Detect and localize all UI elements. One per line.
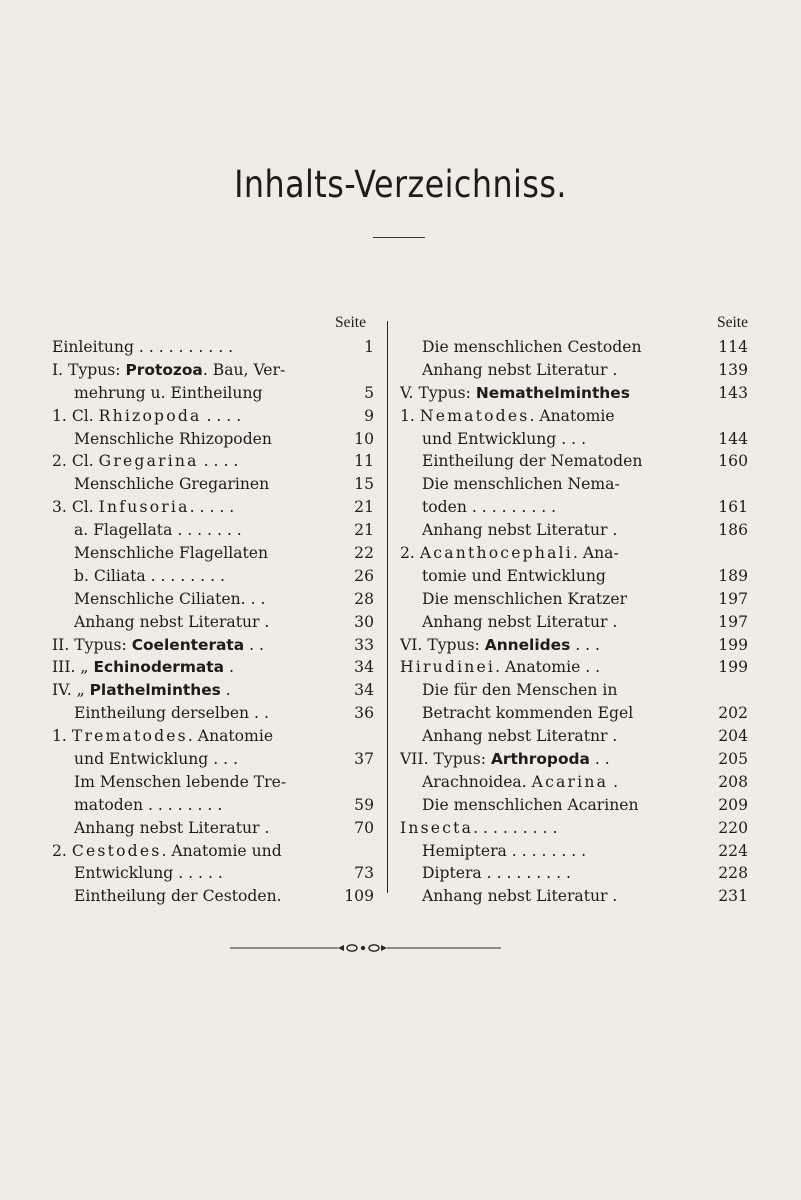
- toc-entry: [52, 450, 374, 473]
- page-title: Inhalts-Verzeichniss.: [234, 163, 567, 206]
- toc-entry-label: 2. Cestodes. Anatomie und: [52, 841, 282, 860]
- toc-entry-page: 189: [718, 566, 748, 585]
- toc-entry-page: 37: [354, 750, 374, 769]
- toc-entry-page: 204: [718, 727, 748, 746]
- toc-entry-label: mehrung u. Eintheilung: [74, 383, 263, 402]
- end-ornament: [230, 942, 501, 954]
- toc-entry-label: Die menschlichen Nema-: [422, 475, 620, 494]
- toc-entry: [52, 679, 374, 702]
- toc-entry-label: 1. Nematodes. Anatomie: [400, 406, 615, 425]
- toc-entry: [52, 611, 374, 634]
- toc-entry-label: Anhang nebst Literatur .: [422, 887, 618, 906]
- toc-entry-label: VII. Typus: Arthropoda . .: [400, 750, 610, 769]
- toc-entry-label: Hirudinei. Anatomie . .: [400, 658, 601, 677]
- toc-entry-page: 114: [718, 338, 748, 356]
- toc-entry: [400, 634, 748, 657]
- toc-entry-page: 186: [718, 521, 748, 540]
- toc-entry-label: Eintheilung derselben . .: [74, 704, 269, 723]
- toc-entry: [52, 840, 374, 863]
- toc-entry-page: 9: [364, 406, 374, 425]
- toc-entry: [52, 862, 374, 885]
- toc-entry: [400, 588, 748, 611]
- toc-entry: [400, 702, 748, 725]
- toc-entry: [400, 405, 748, 428]
- toc-entry-label: I. Typus: Protozoa. Bau, Ver-: [52, 360, 286, 379]
- toc-entry-label: tomie und Entwicklung: [422, 566, 606, 585]
- toc-entry-page: 1: [364, 338, 374, 356]
- toc-entry: [400, 473, 748, 496]
- toc-entry: [400, 862, 748, 885]
- toc-entry: [52, 428, 374, 451]
- toc-entry-page: 199: [718, 635, 748, 654]
- toc-list-left: [52, 336, 374, 908]
- toc-entry-page: 197: [718, 612, 748, 631]
- toc-entry-page: 15: [354, 475, 374, 494]
- toc-entry-page: 143: [718, 383, 748, 402]
- toc-entry: [400, 359, 748, 382]
- toc-entry: [52, 885, 374, 908]
- toc-entry-label: Anhang nebst Literatur .: [422, 521, 618, 540]
- toc-entry-label: 1. Trematodes. Anatomie: [52, 727, 274, 746]
- toc-entry-label: Diptera . . . . . . . . .: [422, 864, 571, 883]
- toc-entry: [52, 382, 374, 405]
- toc-entry-page: 144: [718, 429, 748, 448]
- toc-entry-label: Menschliche Flagellaten: [74, 544, 269, 563]
- toc-entry-page: 231: [718, 887, 748, 906]
- toc-entry: [52, 473, 374, 496]
- toc-entry-page: 208: [718, 772, 748, 791]
- toc-entry-label: Menschliche Rhizopoden: [74, 429, 272, 448]
- toc-entry-page: 197: [718, 589, 748, 608]
- toc-entry-label: Anhang nebst Literatnr .: [422, 727, 618, 746]
- toc-entry: [400, 565, 748, 588]
- toc-entry-label: Einleitung . . . . . . . . . .: [52, 338, 234, 356]
- toc-entry: [52, 748, 374, 771]
- toc-entry-label: Die menschlichen Cestoden: [422, 338, 642, 356]
- toc-entry: [52, 588, 374, 611]
- toc-entry: [400, 725, 748, 748]
- toc-entry-label: Die für den Menschen in: [422, 681, 618, 700]
- toc-entry: [52, 702, 374, 725]
- toc-entry-page: 5: [364, 383, 374, 402]
- toc-entry-page: 22: [354, 544, 374, 563]
- toc-entry-page: 199: [718, 658, 748, 677]
- toc-entry: [52, 794, 374, 817]
- toc-entry-label: 3. Cl. Infusoria. . . . .: [52, 498, 235, 517]
- toc-entry-page: 21: [354, 521, 374, 540]
- toc-list-right: [400, 336, 748, 908]
- toc-entry-page: 228: [718, 864, 748, 883]
- toc-entry-label: II. Typus: Coelenterata . .: [52, 635, 265, 654]
- toc-entry-page: 109: [344, 887, 374, 906]
- toc-entry-page: 30: [354, 612, 374, 631]
- toc-entry: [400, 450, 748, 473]
- toc-entry-page: 28: [354, 589, 374, 608]
- toc-entry: [400, 519, 748, 542]
- toc-entry-label: Anhang nebst Literatur .: [422, 612, 618, 631]
- toc-entry-label: Insecta. . . . . . . . .: [400, 818, 558, 837]
- toc-entry-label: III. „ Echinodermata .: [52, 658, 234, 677]
- toc-entry-page: 161: [718, 498, 748, 517]
- toc-entry-page: 21: [354, 498, 374, 517]
- toc-entry-label: toden . . . . . . . . .: [422, 498, 557, 517]
- toc-entry-page: 33: [354, 635, 374, 654]
- toc-entry-label: Eintheilung der Nematoden: [422, 452, 643, 471]
- toc-entry-label: Eintheilung der Cestoden.: [74, 887, 282, 906]
- toc-entry-page: 34: [354, 658, 374, 677]
- toc-entry-page: 36: [354, 704, 374, 723]
- toc-column-left: [52, 310, 374, 908]
- toc-entry-label: Hemiptera . . . . . . . .: [422, 841, 587, 860]
- toc-entry-page: 209: [718, 795, 748, 814]
- column-divider: [387, 321, 388, 893]
- toc-entry: [52, 359, 374, 382]
- toc-entry: [52, 725, 374, 748]
- toc-entry-label: b. Ciliata . . . . . . . .: [74, 566, 225, 585]
- toc-entry-label: Arachnoidea. Acarina .: [422, 772, 619, 791]
- toc-entry-label: IV. „ Plathelminthes .: [52, 681, 231, 700]
- toc-entry-label: V. Typus: Nemathelminthes: [400, 383, 630, 402]
- toc-entry: [400, 840, 748, 863]
- toc-entry-label: a. Flagellata . . . . . . .: [74, 521, 242, 540]
- toc-entry: [400, 794, 748, 817]
- toc-entry-page: 139: [718, 360, 748, 379]
- toc-entry-label: Menschliche Ciliaten. . .: [74, 589, 266, 608]
- toc-entry: [400, 817, 748, 840]
- toc-entry: [52, 565, 374, 588]
- seite-header-right: Seite: [717, 314, 748, 331]
- toc-entry-page: 70: [354, 818, 374, 837]
- title-rule: [373, 237, 425, 238]
- toc-entry-label: Betracht kommenden Egel: [422, 704, 634, 723]
- toc-entry: [52, 519, 374, 542]
- toc-entry-page: 26: [354, 566, 374, 585]
- toc-entry-label: 1. Cl. Rhizopoda . . . .: [52, 406, 242, 425]
- toc-entry: [52, 656, 374, 679]
- toc-entry: [400, 496, 748, 519]
- toc-entry-label: 2. Cl. Gregarina . . . .: [52, 452, 239, 471]
- toc-entry: [52, 336, 374, 359]
- toc-entry: [400, 748, 748, 771]
- toc-column-right: [400, 310, 748, 908]
- toc-entry-label: matoden . . . . . . . .: [74, 795, 223, 814]
- toc-entry-label: Anhang nebst Literatur .: [74, 818, 270, 837]
- toc-entry: [400, 885, 748, 908]
- toc-entry-label: Im Menschen lebende Tre-: [74, 772, 287, 791]
- toc-entry-page: 10: [354, 429, 374, 448]
- toc-entry-page: 59: [354, 795, 374, 814]
- toc-entry-label: 2. Acanthocephali. Ana-: [400, 544, 619, 563]
- toc-entry: [52, 542, 374, 565]
- toc-entry: [52, 817, 374, 840]
- toc-entry-page: 34: [354, 681, 374, 700]
- toc-entry-label: Die menschlichen Kratzer: [422, 589, 628, 608]
- toc-entry: [400, 382, 748, 405]
- toc-entry: [400, 771, 748, 794]
- toc-entry-label: und Entwicklung . . .: [422, 429, 587, 448]
- toc-entry-page: 73: [354, 864, 374, 883]
- toc-entry-label: Entwicklung . . . . .: [74, 864, 223, 883]
- toc-entry-page: 160: [718, 452, 748, 471]
- toc-entry: [400, 542, 748, 565]
- toc-entry: [52, 405, 374, 428]
- toc-entry-label: VI. Typus: Annelides . . .: [400, 635, 600, 654]
- seite-header-left: Seite: [335, 314, 366, 331]
- toc-entry: [52, 634, 374, 657]
- toc-entry-page: 11: [354, 452, 374, 471]
- toc-entry: [400, 428, 748, 451]
- toc-entry: [400, 336, 748, 359]
- toc-entry: [52, 771, 374, 794]
- toc-entry: [400, 679, 748, 702]
- toc-entry-label: Anhang nebst Literatur .: [74, 612, 270, 631]
- toc-entry-label: und Entwicklung . . .: [74, 750, 239, 769]
- toc-entry-label: Menschliche Gregarinen: [74, 475, 270, 494]
- toc-entry-page: 205: [718, 750, 748, 769]
- toc-entry-page: 224: [718, 841, 748, 860]
- toc-entry-page: 202: [718, 704, 748, 723]
- toc-entry: [400, 656, 748, 679]
- toc-entry-label: Die menschlichen Acarinen: [422, 795, 639, 814]
- toc-entry-label: Anhang nebst Literatur .: [422, 360, 618, 379]
- toc-entry-page: 220: [718, 818, 748, 837]
- toc-entry: [400, 611, 748, 634]
- toc-entry: [52, 496, 374, 519]
